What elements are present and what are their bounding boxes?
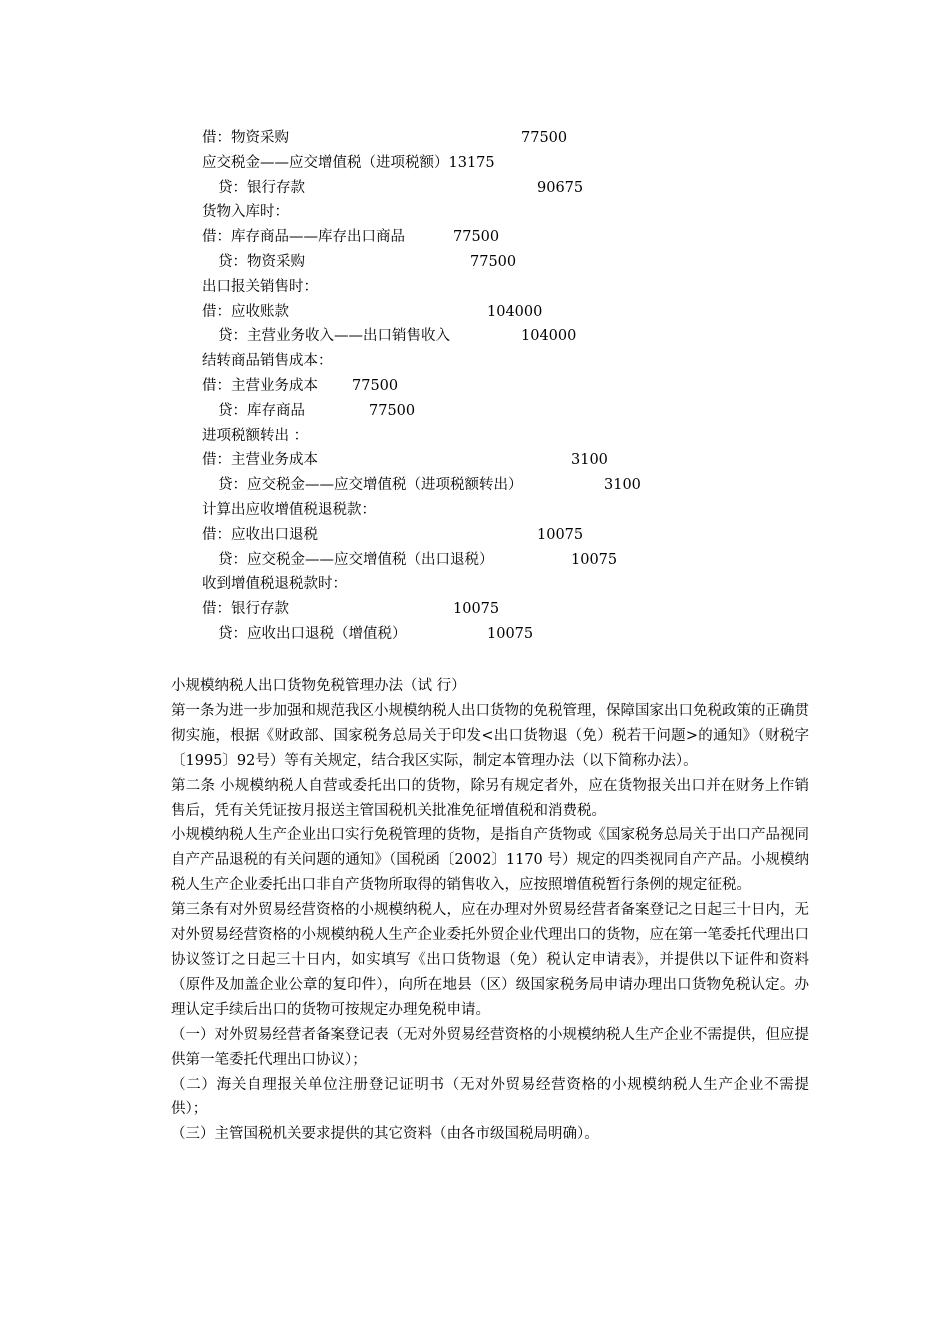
entry-text: 计算出应收增值税退税款：: [202, 501, 376, 518]
journal-line: [0, 349, 950, 374]
entry-text: 借：应收出口退税: [202, 526, 318, 543]
entry-text: 贷：应交税金——应交增值税（出口退税）: [218, 551, 494, 568]
entry-text: 贷：库存商品: [218, 402, 305, 419]
entry-amount: 90675: [537, 179, 584, 196]
journal-line: [0, 498, 950, 523]
entry-text: 借：主营业务成本: [202, 452, 318, 469]
journal-line: [0, 225, 950, 250]
entry-amount: 10075: [537, 526, 584, 543]
article-title: 小规模纳税人出口货物免税管理办法（试 行）: [171, 678, 466, 694]
journal-line: [0, 300, 950, 325]
journal-line: [0, 324, 950, 349]
entry-amount: 104000: [521, 328, 577, 345]
entry-text: 贷：银行存款: [218, 179, 305, 196]
entry-text: 出口报关销售时：: [202, 278, 318, 295]
journal-line: [0, 523, 950, 548]
article-paragraph: 小规模纳税人生产企业出口实行免税管理的货物，是指自产货物或《国家税务总局关于出口产品视同自产产品退税的有关问题的通知》（国税函〔2002〕1170 号）规定的四类视同自产产品。小规模纳税人生产企业委托出口非自产货物所取得的销售收入，应按照增值税暂行条例的规定征税。: [171, 827, 809, 894]
article-paragraph: （一）对外贸易经营者备案登记表（无对外贸易经营资格的小规模纳税人生产企业不需提供，但应提供第一笔委托代理出口协议）；: [171, 1026, 809, 1068]
entry-amount: 77500: [352, 377, 399, 394]
journal-entries: [0, 126, 950, 647]
entry-amount: 10075: [571, 551, 618, 568]
journal-line: [0, 250, 950, 275]
entry-amount: 77500: [521, 130, 568, 146]
article-paragraph: 第三条有对外贸易经营资格的小规模纳税人，应在办理对外贸易经营者备案登记之日起三十日内，无对外贸易经营资格的小规模纳税人生产企业委托外贸企业代理出口的货物，应在第一笔委托代理出口协议签订之日起三十日内，如实填写《出口货物退（免）税认定申请表》，并提供以下证件和资料（原件及加盖企业公章的复印件），向所在地县（区）级国家税务局申请办理出口货物免税认定。办理认定手续后出口的货物可按规定办理免税申请。: [171, 902, 809, 1018]
journal-line: [0, 399, 950, 424]
entry-text: 借：银行存款: [202, 601, 289, 618]
journal-line: [0, 473, 950, 498]
journal-line: [0, 275, 950, 300]
journal-line: [0, 622, 950, 647]
entry-text: 收到增值税退税款时：: [202, 576, 347, 593]
entry-text: 进项税额转出 ：: [202, 427, 309, 444]
entry-text: 借：库存商品——库存出口商品: [202, 229, 405, 246]
entry-text: 借：物资采购: [202, 130, 289, 146]
journal-line: [0, 200, 950, 225]
journal-line: [0, 424, 950, 449]
entry-text: 借：应收账款: [202, 303, 289, 320]
regulation-article: [171, 674, 809, 1147]
entry-amount: 77500: [470, 253, 517, 270]
entry-amount: 10075: [453, 601, 500, 618]
entry-text: 贷：应交税金——应交增值税（进项税额转出）: [218, 477, 523, 494]
entry-amount: 77500: [453, 229, 500, 246]
article-paragraph: （二）海关自理报关单位注册登记证明书（无对外贸易经营资格的小规模纳税人生产企业不需提供）；: [171, 1076, 809, 1118]
entry-text: 应交税金——应交增值税（进项税额）13175: [202, 154, 495, 171]
entry-text: 贷：应收出口退税（增值税）: [218, 625, 407, 642]
journal-line: [0, 597, 950, 622]
journal-line: [0, 151, 950, 176]
entry-amount: 77500: [369, 402, 416, 419]
entry-text: 贷：物资采购: [218, 253, 305, 270]
journal-line: [0, 548, 950, 573]
entry-amount: 3100: [604, 477, 641, 494]
entry-text: 货物入库时：: [202, 204, 289, 221]
entry-amount: 104000: [487, 303, 543, 320]
journal-line: [0, 572, 950, 597]
article-paragraph: 第二条 小规模纳税人自营或委托出口的货物，除另有规定者外，应在货物报关出口并在财务上作销售后，凭有关凭证按月报送主管国税机关批准免征增值税和消费税。: [171, 777, 809, 819]
entry-text: 贷：主营业务收入——出口销售收入: [218, 328, 450, 345]
journal-line: [0, 448, 950, 473]
article-paragraph: （三）主管国税机关要求提供的其它资料（由各市级国税局明确）。: [171, 1126, 599, 1143]
entry-text: 结转商品销售成本：: [202, 353, 333, 370]
journal-line: [0, 176, 950, 201]
entry-text: 借：主营业务成本: [202, 377, 318, 394]
article-paragraph: 第一条为进一步加强和规范我区小规模纳税人出口货物的免税管理，保障国家出口免税政策的正确贯彻实施，根据《财政部、国家税务总局关于印发<出口货物退（免）税若干问题>的通知》（财税字〔1995〕92号）等有关规定，结合我区实际，制定本管理办法（以下简称办法）。: [171, 702, 809, 769]
journal-line: [0, 374, 950, 399]
entry-amount: 10075: [487, 625, 534, 642]
entry-amount: 3100: [571, 452, 608, 469]
journal-line: [0, 126, 950, 151]
